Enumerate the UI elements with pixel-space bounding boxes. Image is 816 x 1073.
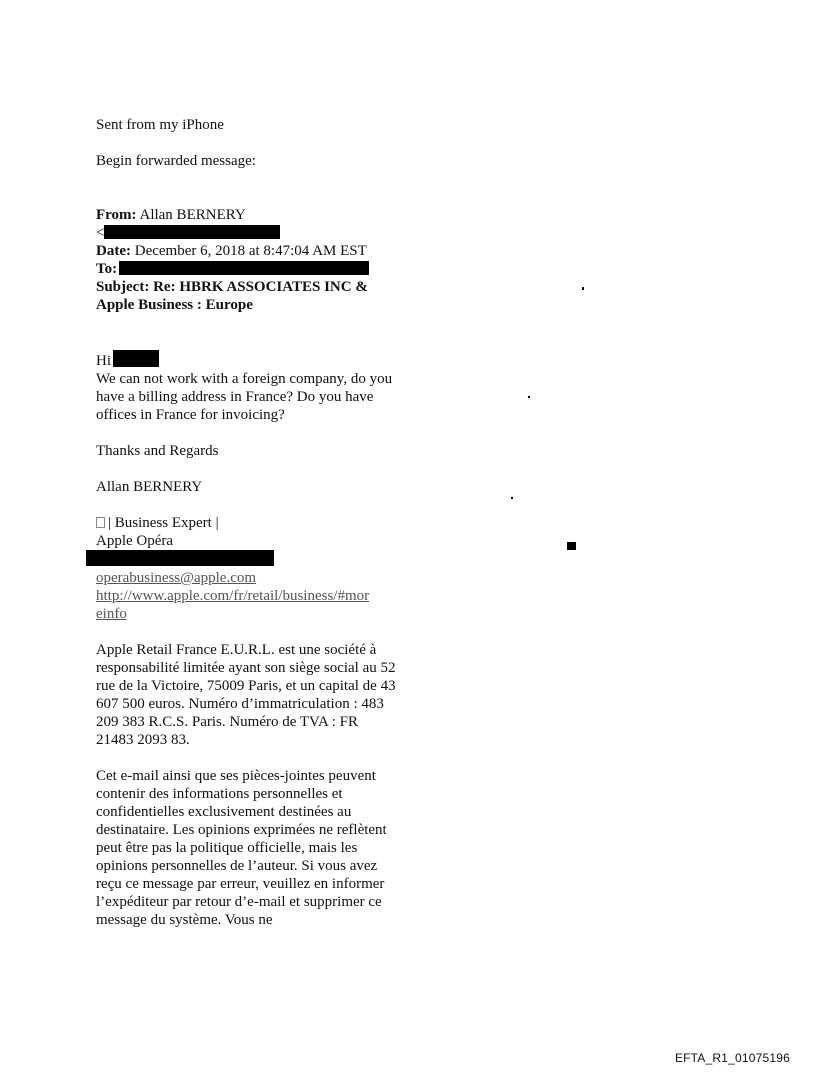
subject-line-1: Re: HBRK ASSOCIATES INC & xyxy=(153,279,368,295)
signature-email-link[interactable]: operabusiness@apple.com xyxy=(96,570,257,586)
signer-name: Allan BERNERY xyxy=(96,479,203,495)
signature-block xyxy=(96,514,396,623)
from-label: From: xyxy=(96,207,137,223)
email-document xyxy=(96,116,396,929)
from-email-row xyxy=(96,224,396,242)
from-name: Allan BERNERY xyxy=(139,207,246,223)
phone-row xyxy=(86,550,396,569)
to-label: To: xyxy=(96,261,118,277)
from-email-open: < xyxy=(96,225,105,241)
date-row xyxy=(96,242,396,260)
signature-title-row xyxy=(96,514,396,532)
signature-url-link-line-2[interactable]: einfo xyxy=(96,606,127,622)
redaction-bar xyxy=(104,225,280,239)
to-row xyxy=(96,260,396,278)
confidentiality-notice: Cet e-mail ainsi que ses pièces-jointes peuvent contenir des informations personnelles et confidentielles exclusivement destinées au destinataire. Les opinions exprimées ne reflètent peut être pas la politique officielle, mais les opinions personnelles de l’auteur. Si vous avez reçu ce message par erreur, veuillez en informer l’expéditeur par retour d’e-mail et supprimer ce message du système. Vous ne xyxy=(96,768,387,928)
redaction-bar xyxy=(86,550,274,566)
subject-label: Subject: xyxy=(96,279,150,295)
from-row xyxy=(96,206,396,224)
scan-speck xyxy=(511,497,513,499)
company-notice: Apple Retail France E.U.R.L. est une société à responsabilité limitée ayant son siège social au 52 rue de la Victoire, 75009 Paris, et un capital de 43 607 500 euros. Numéro d’immatriculation : 483 209 383 R.C.S. Paris. Numéro de TVA : FR 21483 2093 83. xyxy=(96,642,396,748)
date-label: Date: xyxy=(96,243,131,259)
redaction-bar xyxy=(113,350,159,367)
closing: Thanks and Regards xyxy=(96,443,219,459)
subject-row xyxy=(96,278,396,296)
subject-line-2: Apple Business : Europe xyxy=(96,297,253,313)
scan-speck xyxy=(528,396,530,398)
greeting: Hi xyxy=(96,353,111,369)
forward-intro: Begin forwarded message: xyxy=(96,153,256,169)
bates-number: EFTA_R1_01075196 xyxy=(674,1051,790,1065)
apple-logo-icon xyxy=(96,517,105,528)
scan-speck xyxy=(567,542,576,550)
sent-from-line: Sent from my iPhone xyxy=(96,117,224,133)
email-header xyxy=(96,206,396,314)
signature-store: Apple Opéra xyxy=(96,533,174,549)
message-body: We can not work with a foreign company, do you have a billing address in France? Do you have offices in France for invoicing? xyxy=(96,371,393,423)
redaction-bar xyxy=(119,261,369,275)
date-value: December 6, 2018 at 8:47:04 AM EST xyxy=(134,243,367,259)
signature-title: | Business Expert | xyxy=(108,515,219,531)
scan-speck xyxy=(582,287,584,290)
greeting-row xyxy=(96,350,396,370)
signature-url-link-line-1[interactable]: http://www.apple.com/fr/retail/business/#mor xyxy=(96,588,370,604)
